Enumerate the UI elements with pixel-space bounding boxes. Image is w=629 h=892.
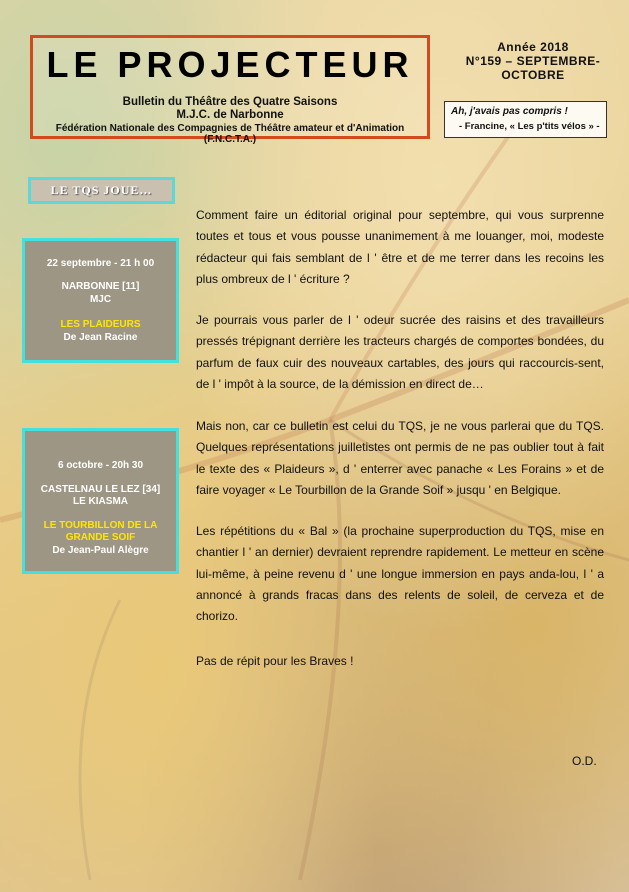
event-card [22, 428, 179, 574]
quote-text: Ah, j'avais pas compris ! [451, 106, 568, 117]
newsletter-title: LE PROJECTEUR [46, 44, 414, 85]
editorial-paragraph: Je pourrais vous parler de l ' odeur sucrée des raisins et des travailleurs pressés trépignant derrière les tracteurs chargés de comportes bondées, du parfum de faux cuir des nouveaux cartables, des jours qui raccourcis-sent, de l ' impôt à la source, de la démission en direct de… [196, 313, 604, 391]
sidebar-section-title: LE TQS JOUE… [28, 177, 175, 204]
event-author: De Jean-Paul Alègre [52, 545, 149, 556]
event-location: CASTELNAU LE LEZ [34] [40, 484, 161, 495]
event-venue: LE KIASMA [73, 496, 128, 507]
editorial-signature: O.D. [572, 754, 597, 768]
event-card [22, 238, 179, 363]
editorial-closing: Pas de répit pour les Braves ! [196, 654, 354, 668]
event-play: LES PLAIDEURS [60, 319, 141, 330]
quote-author: - Francine, « Les p'tits vélos » - [459, 121, 600, 132]
event-location: NARBONNE [11] [61, 281, 140, 292]
subtitle-mjc: M.J.C. de Narbonne [176, 109, 284, 121]
quote-box [444, 101, 607, 138]
subtitle-bulletin: Bulletin du Théâtre des Quatre Saisons [122, 96, 338, 108]
event-date: 22 septembre - 21 h 00 [46, 258, 155, 269]
event-play-continued: GRANDE SOIF [65, 532, 136, 543]
issue-year: Année 2018 [497, 40, 569, 54]
issue-number: N°159 – SEPTEMBRE- [465, 54, 601, 68]
event-venue: MJC [89, 294, 112, 305]
subtitle-federation: Fédération Nationale des Compagnies de Théâtre amateur et d'Animation (F.N.C.T.A.) [55, 123, 405, 145]
editorial-paragraph: Les répétitions du « Bal » (la prochaine superproduction du TQS, mise en chantier l ' an dernier) devraient reprendre rapidement. Le metteur en scène lui-même, à peine revenu d ' une longue immersion en pays anda-lou, l ' a annoncé à grands fracas dans des relents de soleil, de cerveza et de chorizo. [196, 524, 604, 624]
event-date: 6 octobre - 20h 30 [57, 460, 144, 471]
event-play: LE TOURBILLON DE LA [43, 520, 158, 531]
event-author: De Jean Racine [63, 332, 138, 343]
editorial-paragraph: Mais non, car ce bulletin est celui du TQS, je ne vous parlerai que du TQS. Quelques représentations juilletistes ont permis de ne pas oublier tout à fait le texte des « Plaideurs », d ' enterrer avec panache « Les Forains » et de faire voyager « Le Tourbillon de la Grande Soif » jusqu ' en Belgique. [196, 419, 604, 497]
issue-month: OCTOBRE [501, 68, 565, 82]
editorial-paragraph: Comment faire un éditorial original pour septembre, qui vous surprenne toutes et tous et vous pousse unanimement à me louanger, moi, modeste rédacteur qui fais semblant de l ' être et de me terrer dans les recoins les plus ombreux de l ' écriture ? [196, 208, 604, 286]
masthead-box [30, 35, 430, 145]
